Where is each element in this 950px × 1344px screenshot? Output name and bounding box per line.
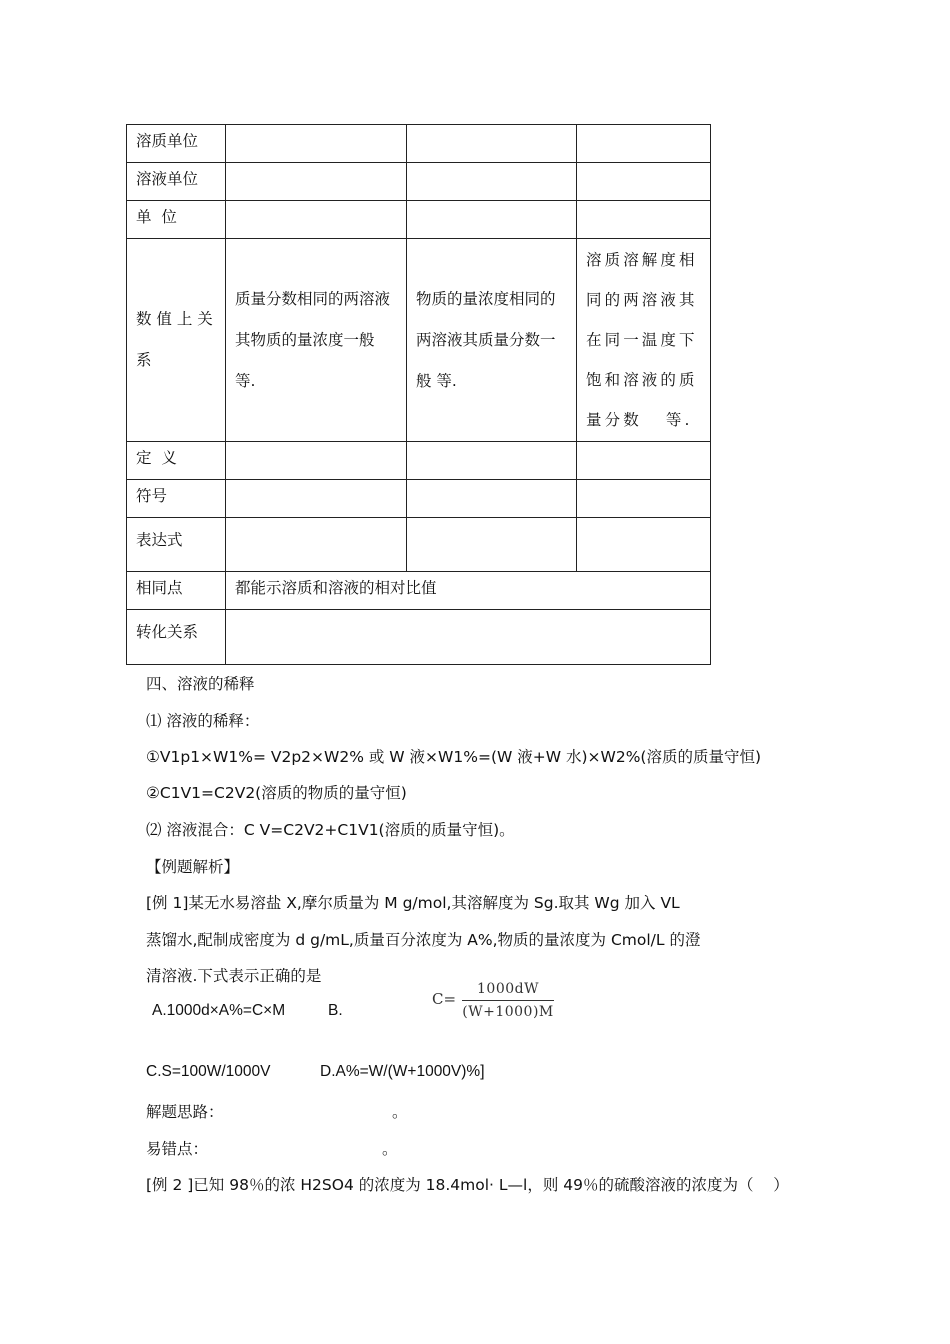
merged-cell xyxy=(226,610,711,665)
option-a: A.1000d×A%=C×M xyxy=(152,1002,286,1019)
table-cell xyxy=(407,480,577,518)
option-c: C.S=100W/1000V xyxy=(146,1063,271,1080)
table-cell xyxy=(407,518,577,572)
table-cell xyxy=(577,125,711,163)
cell-text: 质量分数相同的两溶液其物质的量浓度一般 等. xyxy=(235,289,391,390)
fraction-bar xyxy=(462,1000,554,1001)
table-cell xyxy=(226,480,407,518)
table-cell xyxy=(407,442,577,480)
cell-text: 溶质溶解度相同的两溶液其在同一温度下饱和溶液的质量分数 等. xyxy=(586,251,698,429)
table-cell xyxy=(226,125,407,163)
formula-denominator: (W+1000)M xyxy=(462,1004,554,1020)
row-label: 溶质单位 xyxy=(127,125,226,163)
formula-fraction xyxy=(462,980,554,1021)
row-label: 相同点 xyxy=(127,572,226,610)
table-cell xyxy=(577,163,711,201)
table-cell xyxy=(577,239,711,442)
table-cell xyxy=(407,125,577,163)
subheading: ⑵ 溶液混合：C V=C2V2+C1V1(溶质的质量守恒)。 xyxy=(146,821,515,839)
section-heading: 四、溶液的稀释 xyxy=(146,675,255,693)
formula-numerator: 1000dW xyxy=(477,981,539,997)
row-label: 符号 xyxy=(127,480,226,518)
table-row xyxy=(127,239,711,442)
table-row xyxy=(127,201,711,239)
table-row xyxy=(127,518,711,572)
table-row xyxy=(127,163,711,201)
row-label: 溶液单位 xyxy=(127,163,226,201)
table-cell xyxy=(226,239,407,442)
merged-cell: 都能示溶质和溶液的相对比值 xyxy=(226,572,711,610)
formula-lhs: C= xyxy=(432,990,457,1008)
equation-line: ①V1p1×W1%= V2p2×W2% 或 W 液×W1%=(W 液+W 水)×W2%(溶质的质量守恒) xyxy=(146,748,762,766)
table-cell xyxy=(577,480,711,518)
example-text: 蒸馏水,配制成密度为 d g/mL,质量百分浓度为 A%,物质的量浓度为 Cmol/L 的澄 xyxy=(146,931,701,949)
row-label: 定 义 xyxy=(127,442,226,480)
table-row xyxy=(127,572,711,610)
row-label: 单 位 xyxy=(127,201,226,239)
table-row xyxy=(127,125,711,163)
comparison-table xyxy=(126,124,711,665)
row-label: 表达式 xyxy=(127,518,226,572)
table-row xyxy=(127,480,711,518)
example-text: [例 1]某无水易溶盐 X,摩尔质量为 M g/mol,其溶解度为 Sg.取其 Wg 加入 VL xyxy=(146,894,680,912)
row-label: 转化关系 xyxy=(127,610,226,665)
table-cell xyxy=(226,201,407,239)
pitfall-end: 。 xyxy=(382,1140,398,1158)
pitfall-label: 易错点： xyxy=(146,1140,209,1158)
equation-line: ②C1V1=C2V2(溶质的物质的量守恒) xyxy=(146,784,407,802)
table-cell xyxy=(577,442,711,480)
table-row xyxy=(127,442,711,480)
table-cell xyxy=(226,442,407,480)
example-2-text: [例 2 ]已知 98％的浓 H2SO4 的浓度为 18.4mol· L—l，则 49％的硫酸溶液的浓度为（ ） xyxy=(146,1176,789,1194)
subheading: ⑴ 溶液的稀释： xyxy=(146,712,260,730)
example-text: 清溶液.下式表示正确的是 xyxy=(146,967,322,985)
table-cell xyxy=(407,239,577,442)
row-label: 数 值 上 关 系 xyxy=(127,239,226,442)
cell-text: 物质的量浓度相同的两溶液其质量分数一般 等. xyxy=(416,289,556,390)
option-b: B. xyxy=(328,1002,343,1019)
table-cell xyxy=(407,201,577,239)
thinking-end: 。 xyxy=(392,1103,408,1121)
table-cell xyxy=(226,518,407,572)
thinking-label: 解题思路： xyxy=(146,1103,224,1121)
examples-heading: 【例题解析】 xyxy=(146,858,240,876)
table-row xyxy=(127,610,711,665)
table-cell xyxy=(226,163,407,201)
option-d: D.A%=W/(W+1000V)%] xyxy=(320,1063,485,1080)
table-cell xyxy=(577,201,711,239)
table-cell xyxy=(407,163,577,201)
table-cell xyxy=(577,518,711,572)
